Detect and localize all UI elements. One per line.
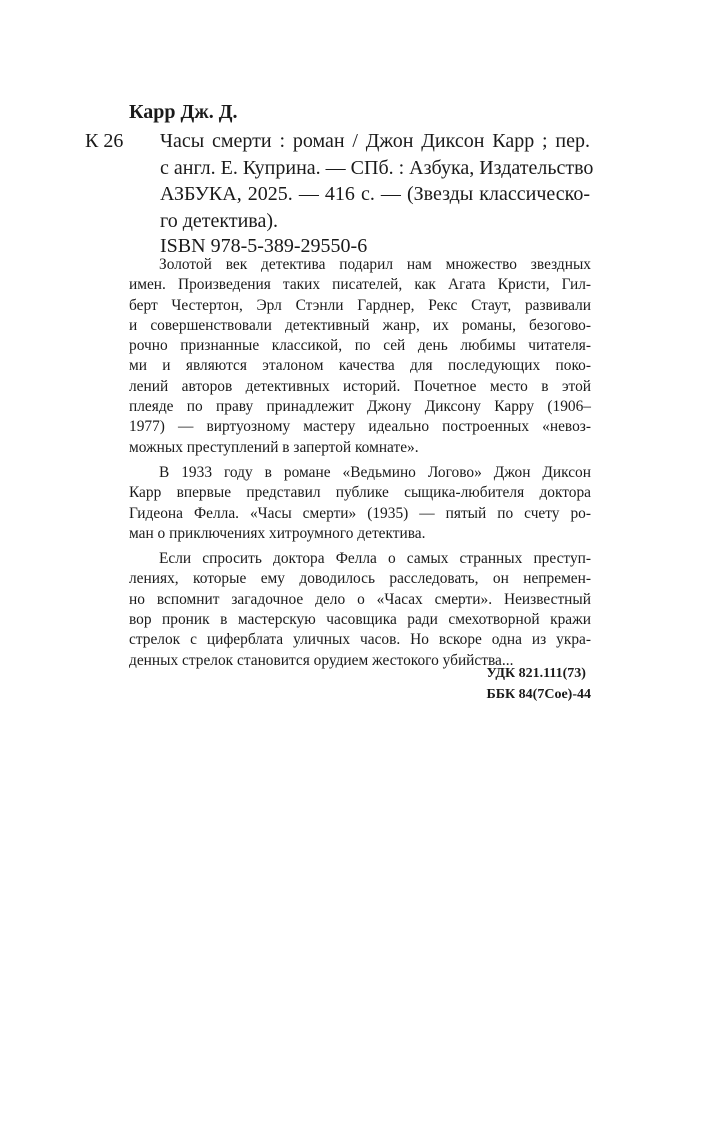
annotation-line: Золотой век детектива подарил нам множество звездных bbox=[159, 256, 591, 273]
classification-codes bbox=[487, 663, 591, 705]
annotation-paragraph bbox=[129, 549, 591, 671]
isbn: ISBN 978-5-389-29550-6 bbox=[160, 235, 368, 257]
annotation-line: лений авторов детективных историй. Почетное место в этой bbox=[129, 377, 591, 395]
udk-code: УДК 821.111(73) bbox=[486, 666, 586, 681]
annotation-line: ми и являются эталоном качества для последующих поко- bbox=[129, 357, 591, 375]
annotation-line: 1977) — виртуозному мастеру идеально построенных «невоз- bbox=[129, 418, 591, 436]
annotation-line: можных преступлений в запертой комнате». bbox=[129, 438, 419, 456]
author-heading: Карр Дж. Д. bbox=[129, 101, 238, 123]
bibliographic-line: Часы смерти : роман / Джон Диксон Карр ; пер. bbox=[160, 130, 590, 152]
annotation-line: денных стрелок становится орудием жестокого убийства... bbox=[129, 651, 514, 669]
bibliographic-line: АЗБУКА, 2025. — 416 с. — (Звезды классическо- bbox=[160, 183, 590, 205]
annotation-line: В 1933 году в романе «Ведьмино Логово» Джон Диксон bbox=[159, 463, 591, 481]
annotation-paragraph bbox=[129, 255, 591, 458]
annotation-line: имен. Произведения таких писателей, как Агата Кристи, Гил- bbox=[129, 276, 591, 294]
annotation-line: Карр впервые представил публике сыщика-любителя доктора bbox=[129, 484, 591, 502]
bibliographic-line: го детектива). bbox=[160, 209, 278, 232]
annotation-line: плеяде по праву принадлежит Джону Диксону Карру (1906– bbox=[129, 398, 591, 416]
annotation-line: ман о приключениях хитроумного детектива. bbox=[129, 524, 426, 542]
bibliographic-description bbox=[160, 128, 594, 234]
annotation-line: стрелок с циферблата уличных часов. Но вскоре одна из укра- bbox=[129, 631, 591, 649]
bibliographic-line: с англ. Е. Куприна. — СПб. : Азбука, Издательство bbox=[160, 156, 594, 179]
annotation-line: но вспомнит загадочное дело о «Часах смерти». Неизвестный bbox=[129, 590, 591, 608]
annotation-line: Если спросить доктора Фелла о самых странных преступ- bbox=[159, 550, 591, 568]
annotation-line: вор проник в мастерскую часовщика ради смехотворной кражи bbox=[129, 611, 591, 629]
annotation-paragraph bbox=[129, 463, 591, 544]
bbk-code: ББК 84(7Сое)-44 bbox=[486, 687, 591, 702]
annotation-line: рочно признанные классикой, по сей день любимы читателя- bbox=[129, 337, 591, 355]
annotation bbox=[129, 255, 591, 676]
annotation-line: лениях, которые ему доводилось расследовать, он непремен- bbox=[129, 570, 591, 588]
annotation-line: Гидеона Фелла. «Часы смерти» (1935) — пятый по счету ро- bbox=[129, 504, 591, 522]
annotation-line: берт Честертон, Эрл Стэнли Гарднер, Рекс Стаут, развивали bbox=[129, 296, 591, 314]
author-code: К 26 bbox=[85, 130, 124, 152]
annotation-line: и совершенствовали детективный жанр, их романы, безогово- bbox=[129, 316, 591, 334]
